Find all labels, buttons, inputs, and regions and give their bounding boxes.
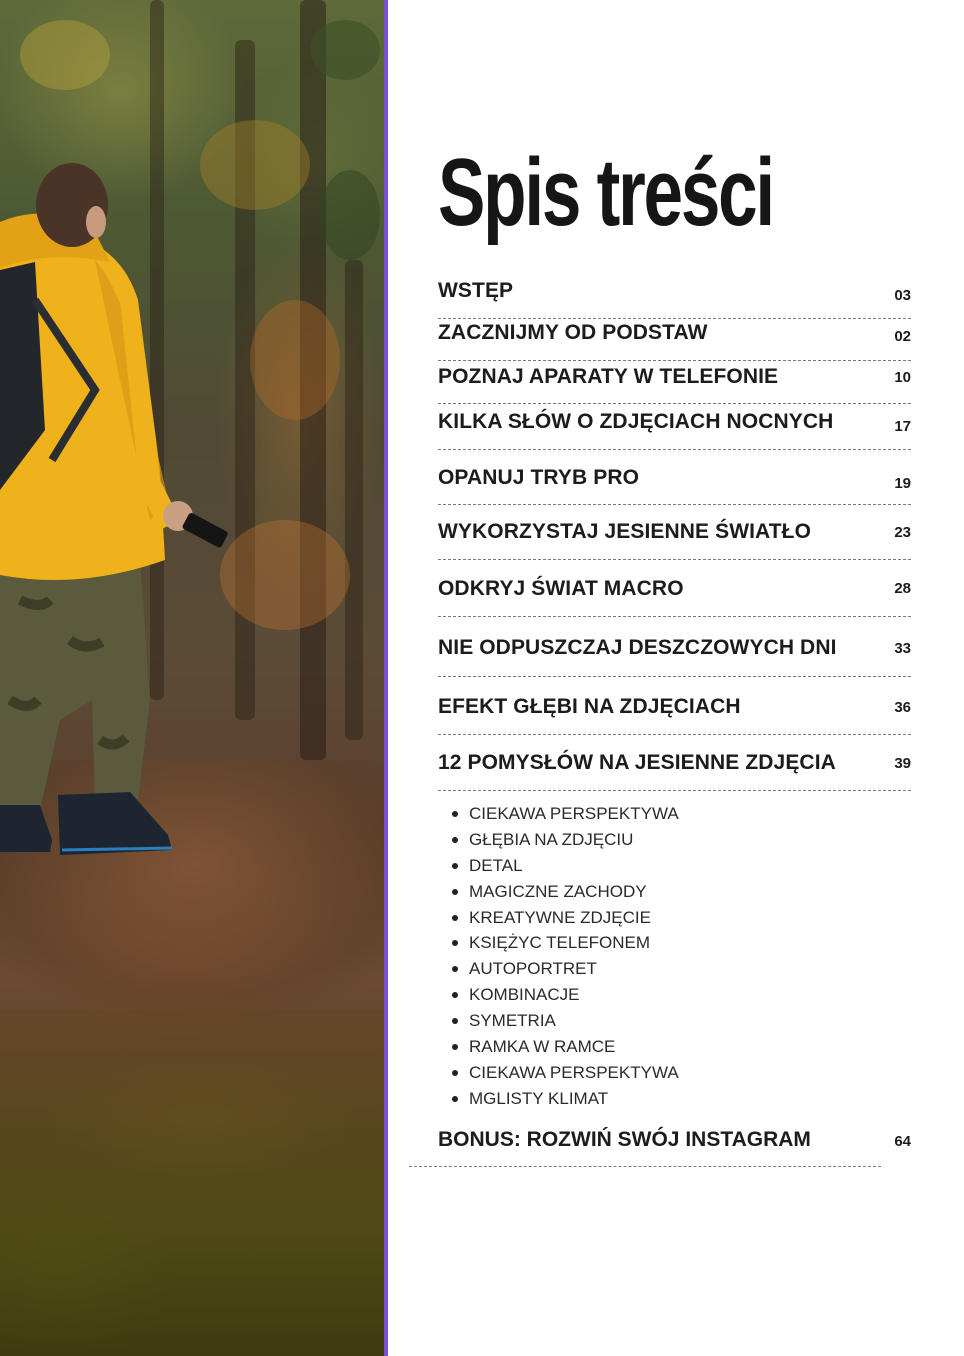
list-item-label: MGLISTY KLIMAT	[469, 1088, 609, 1108]
dashed-rule	[438, 318, 911, 319]
toc-entry-page: 33	[894, 640, 911, 657]
dashed-rule	[438, 616, 911, 617]
list-item-label: GŁĘBIA NA ZDJĘCIU	[469, 829, 634, 849]
bonus-entry-label[interactable]: BONUS: ROZWIŃ SWÓJ INSTAGRAM	[438, 1128, 811, 1151]
ideas-list	[452, 803, 679, 1114]
toc-entry-label: WSTĘP	[438, 279, 514, 302]
toc-entry-label: WYKORZYSTAJ JESIENNE ŚWIATŁO	[438, 520, 812, 543]
hiker-figure	[0, 0, 386, 1356]
list-item-label: AUTOPORTRET	[469, 959, 597, 979]
list-item[interactable]	[452, 1062, 679, 1088]
toc-entry-page: 23	[894, 524, 911, 541]
list-item[interactable]	[452, 829, 679, 855]
bullet-icon	[452, 992, 458, 998]
toc-entry-label: OPANUJ TRYB PRO	[438, 466, 640, 489]
toc-entry-page: 19	[894, 475, 911, 492]
bullet-icon	[452, 837, 458, 843]
toc-entry-page: 17	[894, 418, 911, 435]
list-item-label: RAMKA W RAMCE	[469, 1037, 616, 1057]
bullet-icon	[452, 889, 458, 895]
list-item[interactable]	[452, 1010, 679, 1036]
list-item[interactable]	[452, 932, 679, 958]
toc-entry-label: ODKRYJ ŚWIAT MACRO	[438, 577, 684, 600]
list-item-label: DETAL	[469, 855, 523, 875]
toc-entry-page: 03	[894, 287, 911, 304]
list-item-label: CIEKAWA PERSPEKTYWA	[469, 804, 679, 823]
bullet-icon	[452, 940, 458, 946]
toc-entry-label: POZNAJ APARATY W TELEFONIE	[438, 365, 779, 388]
bonus-entry-page: 64	[894, 1133, 911, 1150]
accent-divider	[384, 0, 388, 1356]
list-item-label: KREATYWNE ZDJĘCIE	[469, 907, 651, 927]
toc-entry-page: 10	[894, 369, 911, 386]
list-item-label: SYMETRIA	[469, 1011, 556, 1031]
toc-entry-label: 12 POMYSŁÓW NA JESIENNE ZDJĘCIA	[438, 751, 836, 774]
dashed-rule	[438, 790, 911, 791]
dashed-rule	[438, 360, 911, 361]
page-title: Spis treści	[438, 139, 773, 246]
toc-entry-page: 36	[894, 699, 911, 716]
bullet-icon	[452, 1096, 458, 1102]
cover-photo	[0, 0, 386, 1356]
toc-entry-page: 39	[894, 755, 911, 772]
dashed-rule	[438, 449, 911, 450]
list-item[interactable]	[452, 881, 679, 907]
toc-entry-label: KILKA SŁÓW O ZDJĘCIACH NOCNYCH	[438, 410, 834, 433]
toc-entry-page: 02	[894, 328, 911, 345]
list-item-label: KSIĘŻYC TELEFONEM	[469, 933, 651, 953]
bullet-icon	[452, 1070, 458, 1076]
bullet-icon	[452, 966, 458, 972]
list-item[interactable]	[452, 855, 679, 881]
bullet-icon	[452, 1044, 458, 1050]
list-item[interactable]	[452, 958, 679, 984]
dashed-rule	[438, 504, 911, 505]
dashed-rule	[438, 403, 911, 404]
bullet-icon	[452, 915, 458, 921]
toc-entry-label: EFEKT GŁĘBI NA ZDJĘCIACH	[438, 695, 741, 718]
list-item[interactable]	[452, 907, 679, 933]
dashed-rule	[438, 559, 911, 560]
bullet-icon	[452, 811, 458, 817]
toc-entry-label: ZACZNIJMY OD PODSTAW	[438, 321, 708, 344]
toc-entry-page: 28	[894, 580, 911, 597]
list-item[interactable]	[452, 803, 679, 829]
bullet-icon	[452, 1018, 458, 1024]
dashed-rule	[438, 734, 911, 735]
list-item-label: MAGICZNE ZACHODY	[469, 881, 647, 901]
dashed-rule	[438, 676, 911, 677]
bullet-icon	[452, 863, 458, 869]
toc-entry-label: NIE ODPUSZCZAJ DESZCZOWYCH DNI	[438, 636, 837, 659]
list-item[interactable]	[452, 1036, 679, 1062]
list-item[interactable]	[452, 984, 679, 1010]
list-item-label: CIEKAWA PERSPEKTYWA	[469, 1062, 679, 1082]
dashed-rule	[409, 1166, 881, 1167]
list-item[interactable]	[452, 1088, 679, 1114]
list-item-label: KOMBINACJE	[469, 985, 580, 1005]
